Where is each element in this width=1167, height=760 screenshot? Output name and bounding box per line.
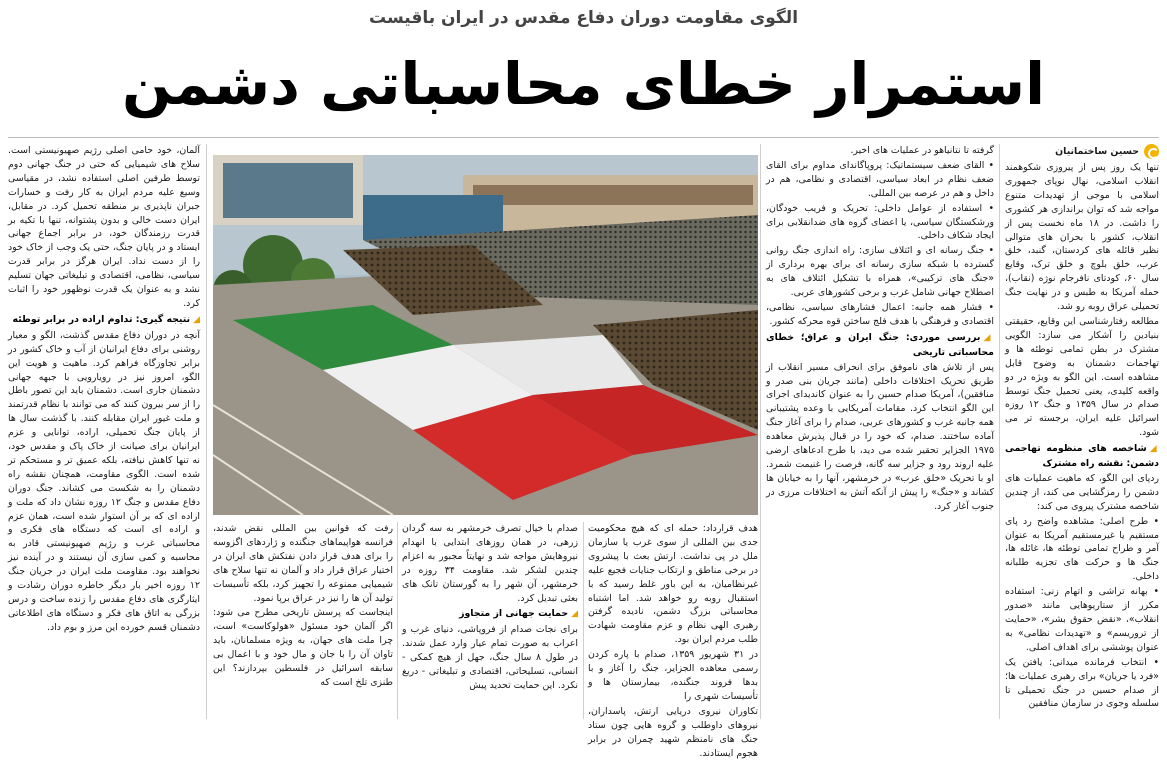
paragraph: رفت که قوانین بین المللی نقض شدند، فرانسه هواپیماهای جنگنده و ژاردهای اگزوسه را برای هدف قرار دادن نفتکش های ایران در اختیار عراق قرار داد و آلمان نه تنها سلاح های شیمیایی ممنوعه را تجهیز کرد، بلکه تأسیسات تولید آن ها را نیز در عراق برپا نمود. — [213, 523, 393, 604]
parade-photo — [213, 155, 758, 515]
paragraph: در ۳۱ شهریور ۱۳۵۹، صدام با پاره کردن رسمی معاهده الجزایر، جنگ را آغاز و با بدها فروند جنگنده، بیمارستان ها و تأسیسات شهری را — [588, 649, 759, 702]
column-divider — [397, 522, 398, 719]
paragraph: • استفاده از عوامل داخلی: تحریک و فریب خودگان، ورشکستگان سیاسی، یا اعضای گروه های ضدانقلابی برای ایجاد شکاف داخلی. — [766, 202, 994, 242]
paragraph: • بهانه تراشی و اتهام زنی: استفاده مکرر از ستاریوهایی مانند «صدور انقلاب»، «نقض حقوق بشر»، «حمایت از تروریسم» و «تهدیدات نظامی» به عنوان پوششی برای اهداف اصلی. — [1005, 586, 1159, 653]
kicker: الگوی مقاومت دوران دفاع مقدس در ایران باقیست — [368, 8, 799, 28]
paragraph: اینجاست که پرسش تاریخی مطرح می شود: اگر آلمان خود مسئول «هولوکاست» است، چرا ملت های جهان، به ویژه مسلمانان، باید تاوان آن را با جان و مال خود و با اعمال بی سابقه اسرائیل در فلسطین بپردازند؟ این طنزی تلخ است که — [213, 607, 393, 688]
headline: استمرار خطای محاسباتی دشمن — [122, 50, 1045, 118]
paragraph: تکاوران نیروی دریایی ارتش، پاسداران، نیروهای داوطلب و گروه هایی چون ستاد جنگ های نامنظم شهید چمران در برابر هجوم ایستادند. — [588, 705, 758, 759]
article-column-5 — [213, 522, 393, 722]
byline — [1005, 144, 1159, 159]
paragraph: • فشار همه جانبه: اعمال فشارهای سیاسی، نظامی، اقتصادی و فرهنگی با هدف فلج ساختن قوه محرکه کشور. — [766, 301, 994, 327]
paragraph: تنها یک روز پس از پیروزی شکوهمند انقلاب اسلامی، نهال نوپای جمهوری اسلامی با موجی از تهدیدات متنوع مواجه شد که توان براندازی هر کشوری را داشت. در ۱۸ ماه نخست پس از انقلاب، کشور با بحران های متوالی نظیر قائله های کردستان، گنبد، خلق عرب، خلق بلوچ و خلق ترک، وقایع سال ۶۰، کودتای نافرجام نوژه (نقاب)، حمله آمریکا به طبس و در نهایت جنگ تحمیلی عراق روبه رو شد. — [1005, 162, 1159, 313]
author-name: حسین ساختمانیان — [1055, 145, 1139, 157]
triangle-icon: ◢ — [571, 609, 578, 620]
paragraph: مطالعه رفتارشناسی این وقایع، حقیقتی بنیادین را آشکار می سازد: الگویی مشترک در بطن تمامی توطئه ها و تهاجمات دشمنان به وضوح قابل مشاهده است. این الگو به ویژه در دو واقعه کلیدی، یعنی تحمیل جنگ توسط صدام در سال ۱۳۵۹ و جنگ ۱۲ روزه اسرائیل علیه ایران، برجسته تر می شود. — [1005, 315, 1159, 439]
paragraph: • جنگ رسانه ای و ائتلاف سازی: راه اندازی جنگ روانی گسترده با شبکه سازی رسانه ای برای بهره برداری از «جنگ های ترکیبی»، همراه با تشکیل ائتلاف های به اصطلاح جهانی شامل غرب و برخی کشورهای عربی. — [766, 245, 994, 299]
paragraph: • طرح اصلی: مشاهده واضح رد پای مستقیم یا غیرمستقیم آمریکا به عنوان آمر و طراح تمامی توطئه ها، غائله ها، جنگ ها و حرکت های تجزیه طلبانه داخلی. — [1005, 515, 1159, 583]
paragraph: برای نجات صدام از فروپاشی، دنیای غرب و اعراب به صورت تمام عیار وارد عمل شدند. در طول ۸ سال جنگ، جهل از هیچ کمکی - انسانی، تسلیحاتی، اقتصادی و تبلیغاتی - دریغ نکرد. این حمایت تحدید پیش — [402, 624, 579, 691]
paragraph: • القای ضعف سیستماتیک: پروپاگاندای مداوم برای القای ضعف نظام در ابعاد سیاسی، اقتصادی و نظامی، هم در داخل و هم در عرصه بین المللی. — [766, 159, 994, 199]
military-parade-image — [213, 155, 758, 515]
triangle-icon: ◢ — [193, 314, 200, 325]
paragraph: صدام با خیال تصرف خرمشهر به سه گردان زرهی، در همان روزهای ابتدایی با انهدام نیروهایش مواجه شد و نهایتاً مجبور به اعزام چندین لشکر شد. مقاومت ۳۴ روزه در خرمشهر، آن شهر را به گورستان تانک های بعثی تبدیل کرد. — [402, 523, 579, 604]
article-column-4 — [402, 522, 578, 722]
subheading: ◢نتیجه گیری: تداوم اراده در برابر توطئه — [12, 313, 200, 325]
paragraph: هدف قرارداد: حمله ای که هیچ محکومیت جدی بین المللی از سوی غرب یا سازمان ملل در پی نداشت. ارتش بعث با پیشروی در برخی مناطق و ارتکاب جنایات فجیع علیه غیرنظامیان، به این باور غلط رسید که با استقبال روبه رو خواهد شد. اما اشتباه محاسباتی بزرگ دشمن، نادیده گرفتن رهبری الهی نظام و عزم مقاومت شهادت طلب مردم ایران بود. — [588, 523, 758, 646]
paragraph: پس از تلاش های ناموفق برای انحراف مسیر انقلاب از طریق تحریک اختلافات داخلی (مانند جریان بنی صدر و منافقین)، آمریکا صدام حسین را به عنوان کاندیدای اجرای این الگو انتخاب کرد. مقامات آمریکایی با وعده پشتیبانی همه جانبه غرب و کشورهای عربی، صدام را برای آغاز جنگ آماده ساختند. صدام، که خود را در قبال پذیرش معاهده ۱۹۷۵ الجزایر تحقیر شده می دید، با طرح ادعاهای ارضی علیه اروند رود و جزایر سه گانه، فرصت را غنیمت شمرد. او با تحریک «خلق عرب» در خرمشهر، آنها را به خیابان ها کشاند و «جنگ» را پیش از آنکه آتش به اختلافات مرزی در جنوب آغاز کرد. — [766, 361, 994, 512]
triangle-icon: ◢ — [983, 332, 994, 343]
column-divider — [999, 144, 1000, 719]
paragraph: گرفته تا نتانیاهو در عملیات های اخیر. — [850, 145, 994, 156]
article-column-6 — [8, 144, 200, 722]
subheading: ◢شاخصه های منظومه تهاجمی دشمن: نقشه راه مشترک — [1005, 443, 1159, 470]
paragraph: آنچه در دوران دفاع مقدس گذشت، الگو و معیار روشنی برای دفاع ایرانیان از آب و خاک کشور در برابر تجاوزگاه فراهم کرد. ماهیت و هویت این الگو، امروز نیز در رویارویی با جبهه جهانی دشمنان جاری است. دشمنان باید این تصور باطل را از سر بیرون کنند که می توانند با نظام قدرتمند و ملت غیور ایران مقابله کنند. با گذشت سال ها از پایان جنگ تحمیلی، اراده، توانایی و عزم ایرانیان برای صیانت از خاک پاک و مقدس خود، نه تنها کاهش نیافته، بلکه عمیق تر و مستحکم تر شده است. الگوی مقاومت، همچنان نقشه راه دشمنان را به شکست می کشاند. جنگ دوران دفاع مقدس و جنگ ۱۲ روزه نشان داد که ملت و اراده ای که بر آن استوار شده است، همان عزم و اراده ای است که دستگاه های فکری و محاسباتی غرب و رژیم صهیونیستی قادر به محاسبه و کمی سازی آن نیستند و در آینده نیز نخواهند بود. مقاومت ملت ایران در جریان جنگ ۱۲ روزه اخیر بار دیگر خاطره دوران رشادت و ایثارگری های دفاع مقدس را زنده ساخت و درس بزرگی به اتاق های فکر و دستگاه های اطلاعاتی دشمنان قسم خورده این مرز و بوم داد. — [8, 329, 200, 633]
article-column-3 — [588, 522, 759, 759]
column-divider — [206, 144, 207, 719]
triangle-icon: ◢ — [1149, 444, 1159, 455]
paragraph: آلمان، خود حامی اصلی رژیم صهیونیستی است. سلاح های شیمیایی که حتی در جنگ جهانی دوم توسط طرفین اصلی استفاده نشد، در مقیاسی وسیع علیه مردم ایران به کار رفت و خسارات جبران ناپذیری بر منطقه تحمیل کرد. در مقابل، ایران دست خالی و بدون پشتوانه، تنها با تکیه بر قدرت رزمندگان خود، در برابر اجماع جهانی ایستاد و در پایان جنگ، حتی یک وجب از خاک خود را از دست نداد. ایران هرگز در برابر قدرت سیاسی، نظامی، اقتصادی و تبلیغاتی جهان تسلیم نشد و به عنوان یک قدرت نوظهور خود را اثبات کرد. — [8, 145, 200, 309]
paragraph: • انتخاب فرمانده میدانی: یافتن یک «فرد یا جریان» برای رهبری عملیات ها؛ از صدام حسین در جنگ تحمیلی تا سلسله وجوی در سازمان منافقین — [1005, 656, 1159, 710]
headline-rule — [8, 137, 1159, 138]
article-column-1 — [1005, 144, 1159, 722]
column-divider — [583, 522, 584, 719]
article-column-2 — [766, 144, 994, 722]
subheading: ◢بررسی موردی: جنگ ایران و عراق؛ خطای محاسباتی تاریخی — [766, 331, 994, 358]
column-divider — [760, 144, 761, 719]
paragraph: ردپای این الگو، که ماهیت عملیات های دشمن را رمزگشایی می کند، از چندین شاخصه مشترک پیروی می کند: — [1005, 472, 1159, 512]
author-icon — [1144, 144, 1159, 159]
subheading: ◢حمایت جهانی از متجاوز — [459, 608, 578, 620]
